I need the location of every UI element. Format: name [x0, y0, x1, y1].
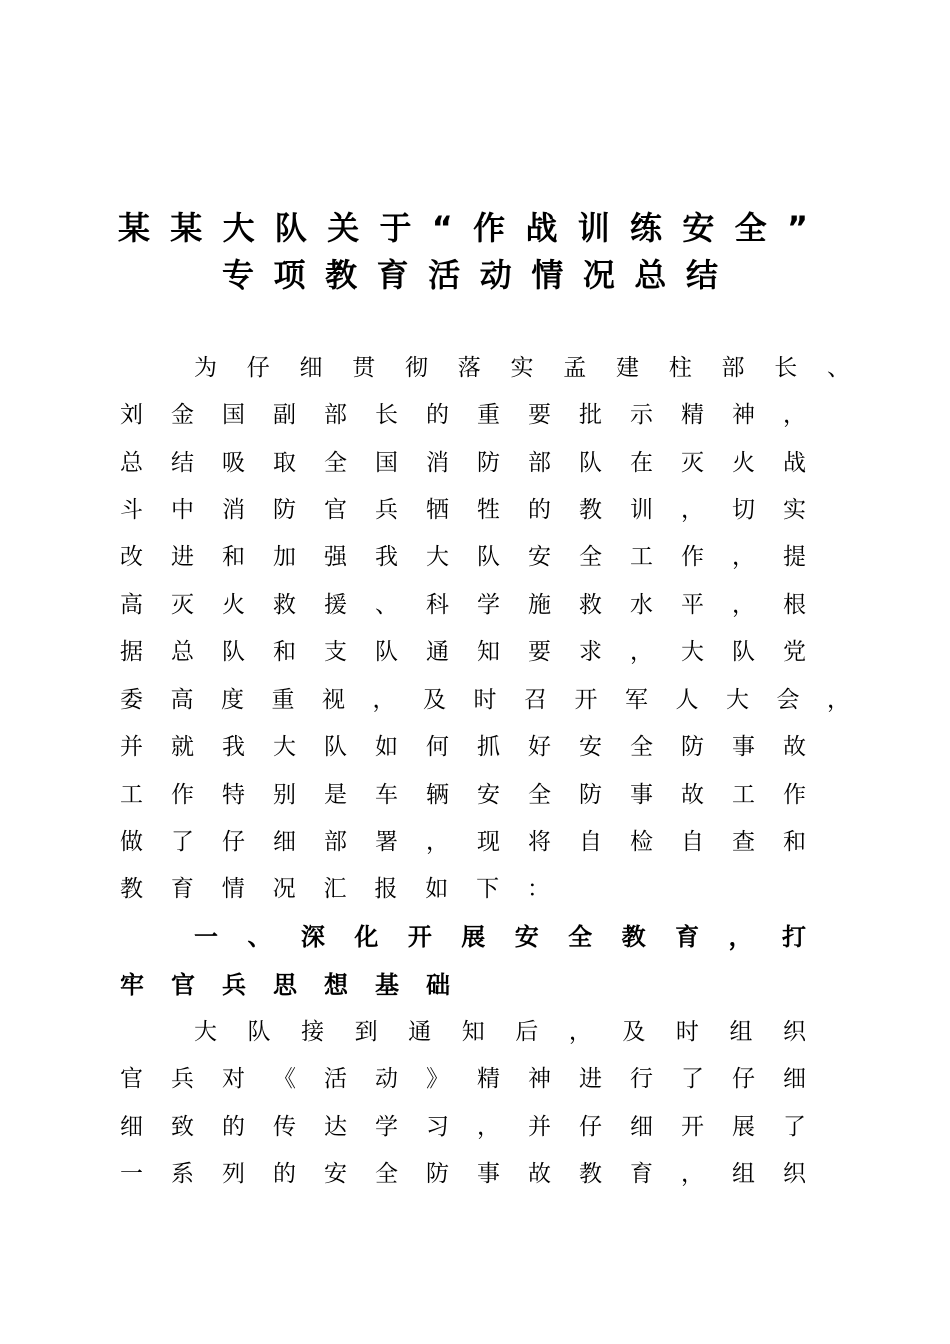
body-line-12: 教育情况汇报如下： [120, 876, 550, 902]
body-line-7: 据总队和支队通知要求，大队党 [120, 639, 806, 665]
document-title-line-1: 某某大队关于“作战训练安全” [118, 209, 808, 247]
body-line-1: 为仔细贯彻落实孟建柱部长、 [194, 355, 850, 381]
body-line-5: 改进和加强我大队安全工作，提 [120, 544, 806, 570]
section-heading-1-line-1: 一、深化开展安全教育，打 [194, 923, 806, 951]
body-line-4: 斗中消防官兵牺牲的教训，切实 [120, 497, 806, 523]
body-line-6: 高灭火救援、科学施救水平，根 [120, 592, 806, 618]
body-line-3: 总结吸取全国消防部队在灭火战 [120, 450, 806, 476]
body-line-15: 细致的传达学习，并仔细开展了 [120, 1114, 806, 1140]
body-line-11: 做了仔细部署，现将自检自查和 [120, 829, 806, 855]
document-title-line-2: 专项教育活动情况总结 [222, 256, 718, 294]
body-line-2: 刘金国副部长的重要批示精神， [120, 402, 806, 428]
body-line-8: 委高度重视，及时召开军人大会， [120, 687, 850, 713]
body-line-14: 官兵对《活动》精神进行了仔细 [120, 1066, 806, 1092]
body-line-16: 一系列的安全防事故教育，组织 [120, 1161, 806, 1187]
body-line-10: 工作特别是车辆安全防事故工作 [120, 782, 806, 808]
body-line-13: 大队接到通知后，及时组织 [194, 1019, 806, 1045]
section-heading-1-line-2: 牢官兵思想基础 [120, 971, 450, 999]
body-line-9: 并就我大队如何抓好安全防事故 [120, 734, 806, 760]
